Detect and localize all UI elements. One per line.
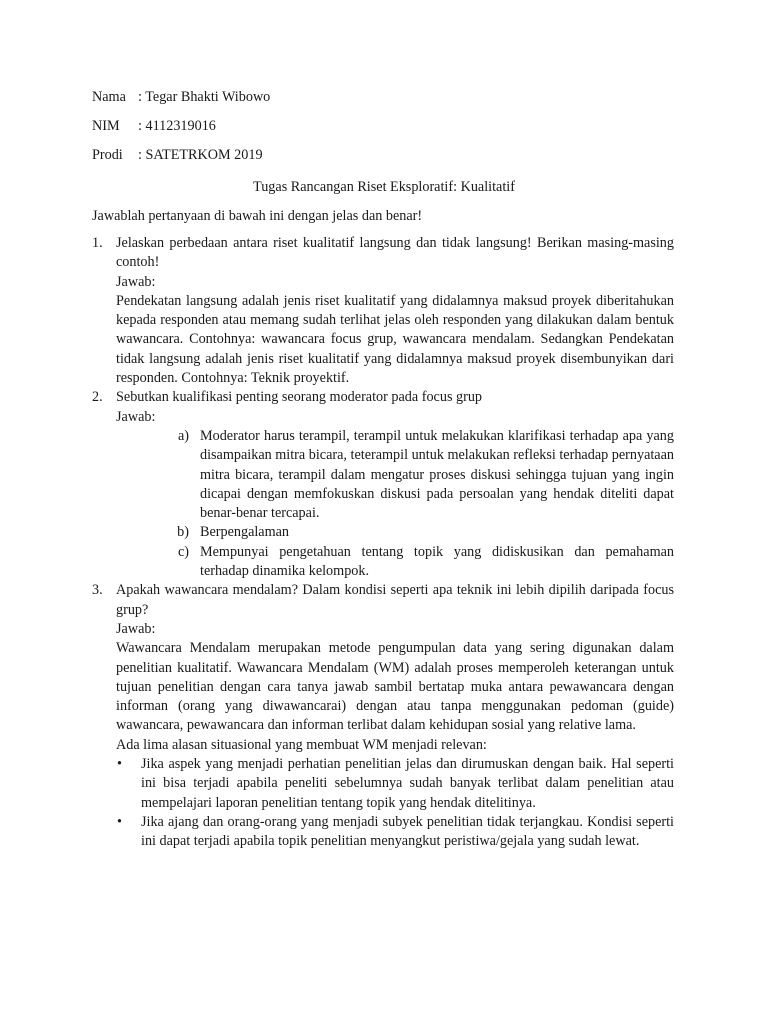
bullet-icon: • <box>117 756 122 773</box>
list-item <box>116 543 674 582</box>
nim-value: : 4112319016 <box>138 118 216 134</box>
list-item-text: Mempunyai pengetahuan tentang topik yang didiskusikan dan pemahaman terhadap dinamika kelompok. <box>200 543 674 580</box>
list-item-label: c) <box>177 543 189 560</box>
list-item <box>116 523 674 542</box>
question-3-number: 3. <box>92 582 103 599</box>
intro-instruction: Jawablah pertanyaan di bawah ini dengan jelas dan benar! <box>92 208 423 224</box>
header-nim-row <box>92 117 216 135</box>
question-1-jawab: Jawab: <box>116 273 156 290</box>
list-item <box>116 427 674 523</box>
nama-label: Nama <box>92 89 126 105</box>
question-3-reasons-intro: Ada lima alasan situasional yang membuat WM menjadi relevan: <box>116 736 487 753</box>
header-prodi-row <box>92 146 263 164</box>
bullet-item <box>116 813 674 852</box>
question-3 <box>92 581 674 851</box>
question-2-number: 2. <box>92 389 103 406</box>
list-item-label: a) <box>177 427 189 444</box>
question-3-answer: Wawancara Mendalam merupakan metode pengumpulan data yang sering digunakan dalam penelitian kualitatif. Wawancara Mendalam (WM) adalah proses memperoleh keterangan untuk tujuan penelitian dengan cara tanya jawab sambil bertatap muka antara pewawancara dengan informan (orang yang diwawancarai) dengan atau tanpa menggunakan pedoman (guide) wawancara, pewawancara dan informan terlibat dalam kehidupan sosial yang relative lama. <box>116 640 674 734</box>
list-item-label: b) <box>177 524 189 541</box>
bullet-text: Jika aspek yang menjadi perhatian penelitian jelas dan dirumuskan dengan baik. Hal seperti ini bisa terjadi apabila peneliti sebelumnya sudah banyak terlibat dalam penelitian atau mempelajari laporan penelitian tentang topik yang hendak ditelitinya. <box>141 756 674 811</box>
prodi-value: : SATETRKOM 2019 <box>138 147 263 163</box>
prodi-label: Prodi <box>92 147 123 163</box>
header-nama-row <box>92 88 270 106</box>
bullet-text: Jika ajang dan orang-orang yang menjadi subyek penelitian tidak terjangkau. Kondisi seperti ini dapat terjadi apabila topik penelitian menyangkut peristiwa/gejala yang sudah lewat. <box>141 813 674 850</box>
question-1-text: Jelaskan perbedaan antara riset kualitatif langsung dan tidak langsung! Berikan masing-masing contoh! <box>116 235 674 271</box>
bullet-item <box>116 755 674 813</box>
questions-list <box>92 234 674 852</box>
question-1-answer: Pendekatan langsung adalah jenis riset kualitatif yang didalamnya maksud proyek diberitahukan kepada responden atau memang sudah terlihat jelas oleh responden yang dilakukan dalam bentuk wawancara. Contohnya: wawancara focus grup, wawancara mendalam. Sedangkan Pendekatan tidak langsung adalah jenis riset kualitatif yang didalamnya maksud proyek disembunyikan dari responden. Contohnya: Teknik proyektif. <box>116 292 674 387</box>
assignment-title: Tugas Rancangan Riset Eksploratif: Kualitatif <box>253 179 515 195</box>
list-item-text: Moderator harus terampil, terampil untuk melakukan klarifikasi terhadap apa yang disampaikan mitra bicara, teterampil untuk melakukan refleksi terhadap pernyataan mitra bicara, terampil dalam mengatur proses diskusi sehingga tujuan yang ingin dicapai dengan memfokuskan diskusi pada persoalan yang hendak diteliti dapat benar-benar tercapai. <box>200 427 674 522</box>
question-3-jawab: Jawab: <box>116 620 156 637</box>
question-2 <box>92 388 674 581</box>
question-2-text: Sebutkan kualifikasi penting seorang moderator pada focus grup <box>116 389 483 406</box>
question-1-number: 1. <box>92 235 103 251</box>
question-3-text: Apakah wawancara mendalam? Dalam kondisi seperti apa teknik ini lebih dipilih daripada focus grup? <box>116 582 674 618</box>
nama-value: : Tegar Bhakti Wibowo <box>138 89 271 105</box>
question-1 <box>92 234 674 388</box>
list-item-text: Berpengalaman <box>200 524 290 541</box>
question-2-jawab: Jawab: <box>116 408 156 425</box>
bullet-icon: • <box>117 813 122 830</box>
nim-label: NIM <box>92 118 120 134</box>
